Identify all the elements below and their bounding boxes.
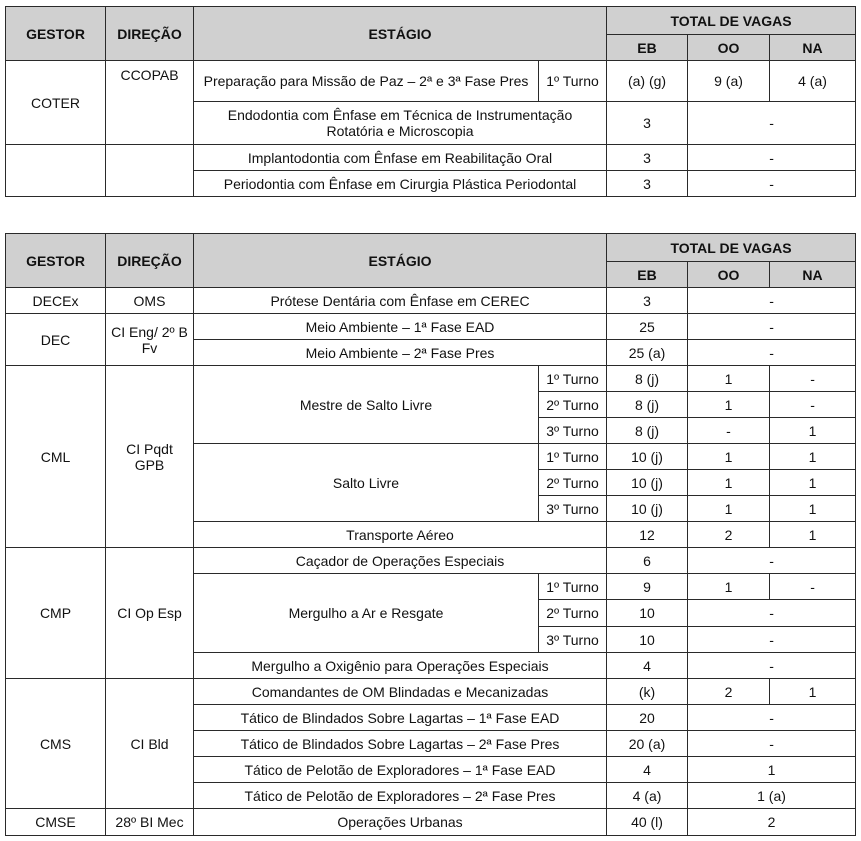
- cell-oo-na: -: [688, 600, 856, 627]
- cell-oo-na: -: [688, 627, 856, 653]
- cell-turno: 3º Turno: [539, 418, 607, 444]
- cell-na: 4 (a): [770, 61, 856, 102]
- cell-oo: -: [688, 418, 770, 444]
- cell-eb: 10 (j): [607, 470, 688, 496]
- cell-estagio: Preparação para Missão de Paz – 2ª e 3ª Fase Pres: [194, 61, 539, 102]
- cell-gestor: COTER: [6, 61, 106, 145]
- cell-turno: 3º Turno: [539, 496, 607, 522]
- cell-direcao: CI Pqdt GPB: [106, 366, 194, 548]
- cell-direcao-empty: [106, 145, 194, 197]
- cell-eb: 6: [607, 548, 688, 574]
- cell-eb: 3: [607, 171, 688, 197]
- cell-eb: 12: [607, 522, 688, 548]
- cell-oo: 1: [688, 496, 770, 522]
- cell-turno: 2º Turno: [539, 470, 607, 496]
- cell-estagio: Mergulho a Ar e Resgate: [194, 574, 539, 653]
- header-oo: OO: [688, 35, 770, 61]
- header-estagio: ESTÁGIO: [194, 234, 607, 288]
- cell-eb: 4 (a): [607, 783, 688, 809]
- cell-turno: 3º Turno: [539, 627, 607, 653]
- header-total-vagas: TOTAL DE VAGAS: [607, 7, 856, 35]
- cell-eb: 4: [607, 653, 688, 679]
- cell-na: 1: [770, 418, 856, 444]
- cell-direcao: OMS: [106, 288, 194, 314]
- cell-eb: 3: [607, 145, 688, 171]
- cell-eb: (k): [607, 679, 688, 705]
- header-direcao: DIREÇÃO: [106, 234, 194, 288]
- cell-eb: 10: [607, 600, 688, 627]
- cell-eb: 10 (j): [607, 496, 688, 522]
- cell-estagio: Tático de Blindados Sobre Lagartas – 1ª Fase EAD: [194, 705, 607, 731]
- cell-eb: 40 (l): [607, 809, 688, 836]
- cell-estagio: Mestre de Salto Livre: [194, 366, 539, 444]
- vagas-table-1: [5, 6, 856, 197]
- cell-oo-na: 1 (a): [688, 783, 856, 809]
- cell-gestor: CMS: [6, 679, 106, 809]
- cell-direcao: CI Bld: [106, 679, 194, 809]
- header-eb: EB: [607, 262, 688, 288]
- cell-turno: 2º Turno: [539, 392, 607, 418]
- cell-gestor: CMSE: [6, 809, 106, 836]
- cell-turno: 1º Turno: [539, 61, 607, 102]
- cell-direcao: CCOPAB: [106, 61, 194, 145]
- header-eb: EB: [607, 35, 688, 61]
- cell-turno: 2º Turno: [539, 600, 607, 627]
- header-gestor: GESTOR: [6, 234, 106, 288]
- cell-eb: 8 (j): [607, 392, 688, 418]
- cell-oo-na: -: [688, 731, 856, 757]
- cell-oo-na: -: [688, 653, 856, 679]
- cell-eb: 20: [607, 705, 688, 731]
- cell-turno: 1º Turno: [539, 444, 607, 470]
- cell-eb: (a) (g): [607, 61, 688, 102]
- cell-estagio: Implantodontia com Ênfase em Reabilitação Oral: [194, 145, 607, 171]
- cell-estagio: Caçador de Operações Especiais: [194, 548, 607, 574]
- cell-estagio: Endodontia com Ênfase em Técnica de Instrumentação Rotatória e Microscopia: [194, 102, 607, 145]
- cell-na: -: [770, 366, 856, 392]
- cell-direcao: CI Eng/ 2º B Fv: [106, 314, 194, 366]
- cell-turno: 1º Turno: [539, 366, 607, 392]
- cell-oo-na: -: [688, 288, 856, 314]
- cell-na: 1: [770, 679, 856, 705]
- cell-oo: 9 (a): [688, 61, 770, 102]
- cell-estagio: Salto Livre: [194, 444, 539, 522]
- cell-eb: 3: [607, 102, 688, 145]
- cell-estagio: Tático de Pelotão de Exploradores – 1ª Fase EAD: [194, 757, 607, 783]
- cell-oo-na: -: [688, 314, 856, 340]
- cell-estagio: Operações Urbanas: [194, 809, 607, 836]
- header-na: NA: [770, 262, 856, 288]
- cell-oo: 1: [688, 366, 770, 392]
- cell-eb: 8 (j): [607, 418, 688, 444]
- cell-estagio: Prótese Dentária com Ênfase em CEREC: [194, 288, 607, 314]
- cell-gestor: DECEx: [6, 288, 106, 314]
- cell-estagio: Tático de Pelotão de Exploradores – 2ª Fase Pres: [194, 783, 607, 809]
- header-na: NA: [770, 35, 856, 61]
- cell-eb: 9: [607, 574, 688, 600]
- cell-na: 1: [770, 496, 856, 522]
- cell-oo-na: -: [688, 145, 856, 171]
- header-total-vagas: TOTAL DE VAGAS: [607, 234, 856, 262]
- cell-na: 1: [770, 444, 856, 470]
- header-oo: OO: [688, 262, 770, 288]
- cell-oo-na: 2: [688, 809, 856, 836]
- cell-eb: 10: [607, 627, 688, 653]
- cell-eb: 25 (a): [607, 340, 688, 366]
- cell-oo: 1: [688, 444, 770, 470]
- cell-gestor-empty: [6, 145, 106, 197]
- cell-oo-na: -: [688, 340, 856, 366]
- cell-estagio: Mergulho a Oxigênio para Operações Especiais: [194, 653, 607, 679]
- vagas-table-2: [5, 233, 856, 836]
- cell-oo: 2: [688, 679, 770, 705]
- cell-na: 1: [770, 470, 856, 496]
- cell-oo: 2: [688, 522, 770, 548]
- cell-oo: 1: [688, 470, 770, 496]
- cell-gestor: CMP: [6, 548, 106, 679]
- cell-eb: 3: [607, 288, 688, 314]
- cell-turno: 1º Turno: [539, 574, 607, 600]
- cell-oo: 1: [688, 392, 770, 418]
- cell-direcao: 28º BI Mec: [106, 809, 194, 836]
- cell-estagio: Meio Ambiente – 2ª Fase Pres: [194, 340, 607, 366]
- cell-eb: 8 (j): [607, 366, 688, 392]
- header-gestor: GESTOR: [6, 7, 106, 61]
- header-estagio: ESTÁGIO: [194, 7, 607, 61]
- header-direcao: DIREÇÃO: [106, 7, 194, 61]
- cell-gestor: CML: [6, 366, 106, 548]
- cell-na: -: [770, 574, 856, 600]
- cell-estagio: Transporte Aéreo: [194, 522, 607, 548]
- cell-estagio: Tático de Blindados Sobre Lagartas – 2ª Fase Pres: [194, 731, 607, 757]
- cell-direcao: CI Op Esp: [106, 548, 194, 679]
- cell-eb: 10 (j): [607, 444, 688, 470]
- cell-oo-na: -: [688, 548, 856, 574]
- cell-na: -: [770, 392, 856, 418]
- cell-estagio: Periodontia com Ênfase em Cirurgia Plástica Periodontal: [194, 171, 607, 197]
- cell-gestor: DEC: [6, 314, 106, 366]
- cell-oo-na: 1: [688, 757, 856, 783]
- cell-eb: 25: [607, 314, 688, 340]
- cell-na: 1: [770, 522, 856, 548]
- cell-oo-na: -: [688, 705, 856, 731]
- cell-eb: 4: [607, 757, 688, 783]
- cell-estagio: Meio Ambiente – 1ª Fase EAD: [194, 314, 607, 340]
- cell-oo-na: -: [688, 102, 856, 145]
- cell-estagio: Comandantes de OM Blindadas e Mecanizadas: [194, 679, 607, 705]
- cell-oo-na: -: [688, 171, 856, 197]
- cell-eb: 20 (a): [607, 731, 688, 757]
- cell-oo: 1: [688, 574, 770, 600]
